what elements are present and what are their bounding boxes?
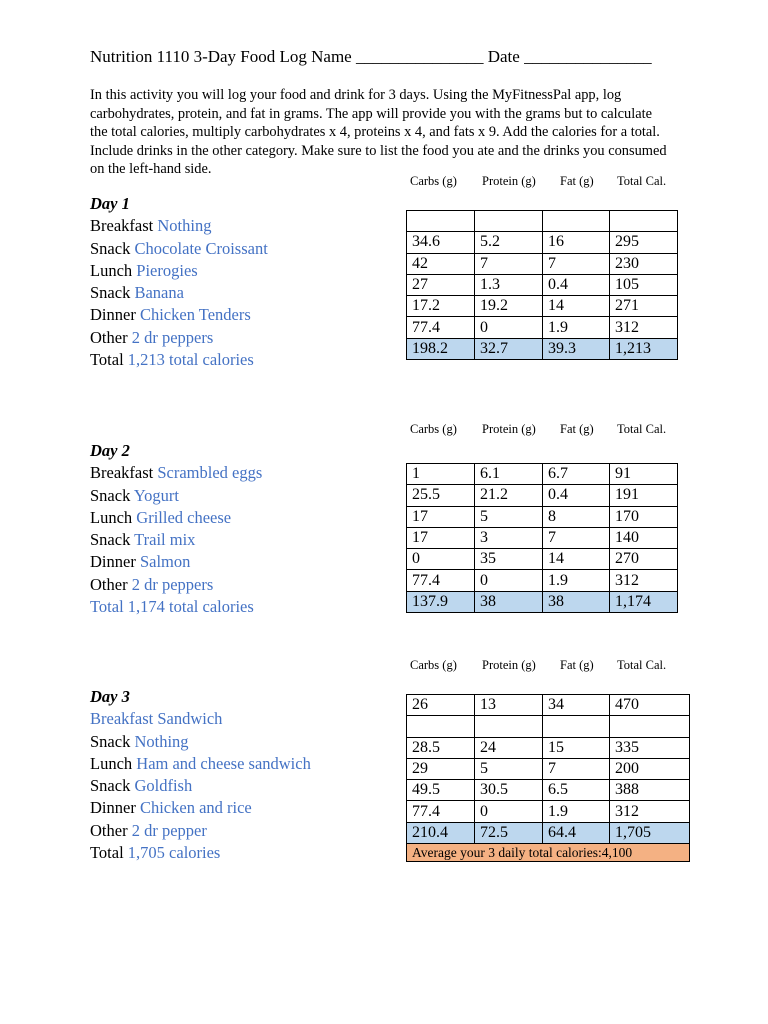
- cell-carbs: 0: [407, 549, 475, 570]
- table-row: [407, 296, 678, 317]
- cell-total-cal: 312: [610, 317, 678, 338]
- cell-total-cal: 312: [610, 801, 690, 822]
- meal-label: Lunch: [90, 507, 133, 527]
- meal-value: Pierogies: [136, 260, 198, 280]
- meal-snack: [90, 238, 268, 260]
- cell-total-cal: [610, 211, 678, 232]
- cell-carbs: 17.2: [407, 296, 475, 317]
- meal-label: Breakfast: [90, 463, 154, 483]
- cell-total-cal: 270: [610, 549, 678, 570]
- cell-protein: [475, 211, 543, 232]
- meal-value: Chicken Tenders: [139, 305, 251, 325]
- cell-carbs: 17: [407, 527, 475, 548]
- cell-protein: 21.2: [475, 485, 543, 506]
- meal-total: [90, 596, 262, 618]
- header-fat: Fat (g): [560, 658, 594, 672]
- cell-carbs: 34.6: [407, 232, 475, 253]
- meal-dinner: [90, 551, 262, 573]
- meal-value: Nothing: [157, 216, 212, 236]
- cell-carbs: 49.5: [407, 780, 475, 801]
- meal-value: Ham and cheese sandwich: [136, 753, 311, 773]
- meal-label: Snack: [90, 283, 131, 303]
- cell-fat: 0.4: [543, 485, 610, 506]
- cell-fat: 7: [543, 253, 610, 274]
- meal-label: Dinner: [90, 552, 136, 572]
- table-row: [407, 716, 690, 737]
- cell-total-cal: 170: [610, 506, 678, 527]
- cell-protein: 32.7: [475, 338, 543, 359]
- cell-carbs: [407, 716, 475, 737]
- cell-total-cal: 335: [610, 737, 690, 758]
- cell-carbs: 137.9: [407, 591, 475, 612]
- cell-fat: 7: [543, 527, 610, 548]
- meal-label: Other: [90, 574, 128, 594]
- table-row: [407, 570, 678, 591]
- day-2-title: Day 2: [90, 441, 130, 460]
- cell-total-cal: 191: [610, 485, 678, 506]
- day-1-meals: [90, 193, 268, 371]
- day-2-table: [406, 463, 678, 613]
- cell-total-cal: 312: [610, 570, 678, 591]
- meal-label: Snack: [90, 530, 131, 550]
- meal-snack: [90, 731, 311, 753]
- header-carbs: Carbs (g): [410, 174, 457, 188]
- meal-label: Snack: [90, 731, 131, 751]
- meal-breakfast: [90, 708, 311, 730]
- cell-fat: 14: [543, 549, 610, 570]
- cell-protein: 13: [475, 695, 543, 716]
- meal-dinner: [90, 304, 268, 326]
- header-fat: Fat (g): [560, 174, 594, 188]
- meal-value: Chicken and rice: [139, 798, 252, 818]
- meal-snack: [90, 485, 262, 507]
- cell-fat: 6.5: [543, 780, 610, 801]
- meal-value: 2 dr peppers: [131, 574, 214, 594]
- meal-value: 2 dr peppers: [131, 327, 214, 347]
- cell-total-cal: 1,174: [610, 591, 678, 612]
- cell-fat: 14: [543, 296, 610, 317]
- meal-lunch: [90, 753, 311, 775]
- cell-carbs: 42: [407, 253, 475, 274]
- cell-carbs: 28.5: [407, 737, 475, 758]
- cell-total-cal: 91: [610, 464, 678, 485]
- meal-other: [90, 327, 268, 349]
- meal-value: Sandwich: [157, 709, 223, 729]
- meal-label: Dinner: [90, 798, 136, 818]
- average-calories-row: [407, 844, 690, 862]
- table-row: [407, 274, 678, 295]
- cell-protein: 5: [475, 506, 543, 527]
- meal-label: Total: [90, 843, 124, 863]
- cell-fat: 39.3: [543, 338, 610, 359]
- table-row: [407, 758, 690, 779]
- meal-value: 2 dr pepper: [131, 820, 207, 840]
- day-1-title: Day 1: [90, 194, 130, 213]
- cell-fat: 6.7: [543, 464, 610, 485]
- header-carbs: Carbs (g): [410, 658, 457, 672]
- table-row: [407, 506, 678, 527]
- meal-value: Scrambled eggs: [157, 463, 263, 483]
- average-calories-cell: Average your 3 daily total calories:4,100: [407, 844, 690, 862]
- cell-carbs: 77.4: [407, 317, 475, 338]
- cell-protein: 6.1: [475, 464, 543, 485]
- cell-carbs: 210.4: [407, 822, 475, 843]
- cell-fat: 1.9: [543, 570, 610, 591]
- header-protein: Protein (g): [482, 174, 536, 188]
- cell-fat: 8: [543, 506, 610, 527]
- table-row: [407, 317, 678, 338]
- meal-value: 1,213 total calories: [127, 350, 254, 370]
- day-2-meals: [90, 440, 262, 618]
- table-total-row: [407, 591, 678, 612]
- meal-total: [90, 349, 268, 371]
- cell-carbs: 26: [407, 695, 475, 716]
- cell-total-cal: 105: [610, 274, 678, 295]
- meal-value: Goldfish: [134, 776, 193, 796]
- table-total-row: [407, 822, 690, 843]
- cell-fat: 1.9: [543, 801, 610, 822]
- day-3-meals: [90, 686, 311, 864]
- meal-label: Breakfast: [90, 709, 154, 729]
- meal-label: Dinner: [90, 305, 136, 325]
- meal-breakfast: [90, 462, 262, 484]
- page-title: Nutrition 1110 3-Day Food Log Name _______________ Date _______________: [90, 47, 652, 66]
- meal-label: Snack: [90, 238, 131, 258]
- cell-carbs: 1: [407, 464, 475, 485]
- cell-total-cal: 200: [610, 758, 690, 779]
- cell-protein: 1.3: [475, 274, 543, 295]
- cell-carbs: 198.2: [407, 338, 475, 359]
- cell-fat: 0.4: [543, 274, 610, 295]
- cell-fat: 34: [543, 695, 610, 716]
- cell-fat: 15: [543, 737, 610, 758]
- table-total-row: [407, 338, 678, 359]
- meal-lunch: [90, 507, 262, 529]
- cell-carbs: 25.5: [407, 485, 475, 506]
- cell-protein: 5.2: [475, 232, 543, 253]
- table-row: [407, 801, 690, 822]
- cell-protein: 35: [475, 549, 543, 570]
- cell-protein: [475, 716, 543, 737]
- header-fat: Fat (g): [560, 422, 594, 436]
- meal-value: Chocolate Croissant: [134, 238, 268, 258]
- day-3-table: [406, 694, 690, 862]
- meal-breakfast: [90, 215, 268, 237]
- meal-value: Nothing: [134, 731, 189, 751]
- cell-protein: 19.2: [475, 296, 543, 317]
- table-row: [407, 527, 678, 548]
- cell-carbs: 77.4: [407, 801, 475, 822]
- meal-snack: [90, 775, 311, 797]
- meal-value: 1,174 total calories: [127, 597, 254, 617]
- cell-protein: 7: [475, 253, 543, 274]
- meal-label: Breakfast: [90, 216, 154, 236]
- header-total-cal: Total Cal.: [617, 658, 667, 672]
- cell-carbs: 27: [407, 274, 475, 295]
- meal-dinner: [90, 797, 311, 819]
- table-row: [407, 211, 678, 232]
- meal-label: Snack: [90, 485, 131, 505]
- cell-carbs: 17: [407, 506, 475, 527]
- meal-snack: [90, 282, 268, 304]
- header-protein: Protein (g): [482, 422, 536, 436]
- cell-total-cal: 295: [610, 232, 678, 253]
- cell-fat: 1.9: [543, 317, 610, 338]
- cell-fat: [543, 716, 610, 737]
- instructions-paragraph: In this activity you will log your food and drink for 3 days. Using the MyFitnessPal app, log carbohydrates, protein, and fat in grams. The app will provide you with the grams but to calculate the total calories, multiply carbohydrates x 4, proteins x 4, and fats x 9. Add the calories for a total. Include drinks in the other category. Make sure to list the food you ate and the drinks you consumed on the left-hand side.: [90, 87, 667, 177]
- cell-protein: 38: [475, 591, 543, 612]
- cell-carbs: 77.4: [407, 570, 475, 591]
- table-row: [407, 253, 678, 274]
- meal-label: Lunch: [90, 753, 133, 773]
- meal-value: Salmon: [139, 552, 191, 572]
- cell-total-cal: 230: [610, 253, 678, 274]
- cell-total-cal: [610, 716, 690, 737]
- cell-protein: 5: [475, 758, 543, 779]
- cell-total-cal: 470: [610, 695, 690, 716]
- cell-protein: 0: [475, 570, 543, 591]
- header-carbs: Carbs (g): [410, 422, 457, 436]
- meal-total: [90, 842, 311, 864]
- cell-carbs: 29: [407, 758, 475, 779]
- cell-total-cal: 271: [610, 296, 678, 317]
- table-row: [407, 464, 678, 485]
- meal-label: Total: [90, 350, 124, 370]
- day-3-title: Day 3: [90, 687, 130, 706]
- meal-snack: [90, 529, 262, 551]
- meal-value: Banana: [134, 283, 184, 303]
- meal-label: Total: [90, 597, 124, 617]
- meal-label: Snack: [90, 776, 131, 796]
- cell-protein: 24: [475, 737, 543, 758]
- cell-fat: 64.4: [543, 822, 610, 843]
- cell-protein: 0: [475, 317, 543, 338]
- table-row: [407, 232, 678, 253]
- meal-value: Grilled cheese: [136, 507, 232, 527]
- table-row: [407, 780, 690, 801]
- table-row: [407, 737, 690, 758]
- table-row: [407, 695, 690, 716]
- cell-protein: 0: [475, 801, 543, 822]
- cell-protein: 30.5: [475, 780, 543, 801]
- cell-protein: 3: [475, 527, 543, 548]
- cell-fat: 7: [543, 758, 610, 779]
- meal-other: [90, 820, 311, 842]
- cell-total-cal: 388: [610, 780, 690, 801]
- meal-label: Lunch: [90, 260, 133, 280]
- cell-total-cal: 1,705: [610, 822, 690, 843]
- meal-label: Other: [90, 327, 128, 347]
- header-total-cal: Total Cal.: [617, 422, 667, 436]
- header-total-cal: Total Cal.: [617, 174, 667, 188]
- table-row: [407, 549, 678, 570]
- cell-carbs: [407, 211, 475, 232]
- cell-fat: [543, 211, 610, 232]
- cell-total-cal: 140: [610, 527, 678, 548]
- meal-other: [90, 574, 262, 596]
- cell-protein: 72.5: [475, 822, 543, 843]
- cell-fat: 16: [543, 232, 610, 253]
- meal-value: Trail mix: [134, 530, 196, 550]
- cell-total-cal: 1,213: [610, 338, 678, 359]
- meal-value: 1,705 calories: [127, 843, 221, 863]
- meal-value: Yogurt: [133, 485, 179, 505]
- header-protein: Protein (g): [482, 658, 536, 672]
- meal-label: Other: [90, 820, 128, 840]
- cell-fat: 38: [543, 591, 610, 612]
- table-row: [407, 485, 678, 506]
- day-1-table: [406, 210, 678, 360]
- meal-lunch: [90, 260, 268, 282]
